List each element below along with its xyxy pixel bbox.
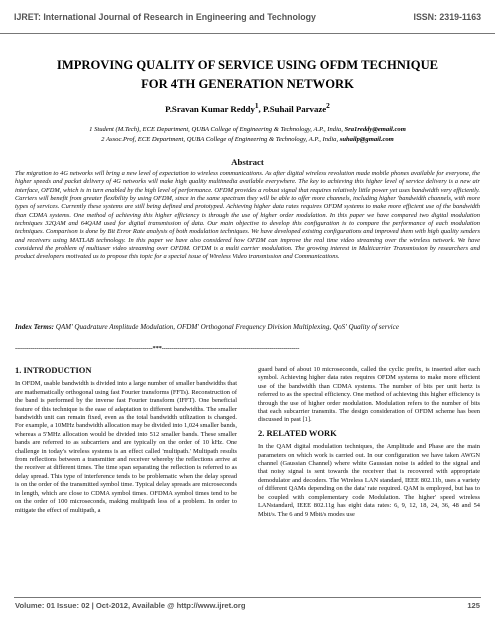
affiliation-1-email[interactable]: Sra1reddy@email.com: [344, 126, 406, 133]
author-separator: ,: [258, 103, 263, 114]
title-line-1: IMPROVING QUALITY OF SERVICE USING OFDM TECHNIQUE: [56, 58, 439, 72]
affiliation-2: [12, 135, 483, 145]
abstract-text: The migration to 4G networks will bring a new level of expectation to wireless communications. As after digital wireless revolution made mobile phones available for everyone, the higher speeds and packet delivery of 4G networks will make high quality multimedia available everywhere. The key to achieving this higher level of service delivery is a new air interface, OFDM, which is in turn enabled by the high level of performance. OFDM provides a robust signal that requires relatively little power yet uses bandwidth very efficiently. Carriers will benefit from greater flexibility by using OFDM, since in the same spectrum they will be able to offer more channels, including higher 'bandwidth channels, with more types of services. Currently these systems are still being defined and prototyped. Achieving higher data rates requires OFDM systems to make more efficient use of the bandwidth than CDMA systems. One method of achieving this higher efficiency is through the use of higher order modulation. In this paper we have compared two digital modulation techniques 32QAM and 64QAM used for digital transmission of data. Our main objective to develop this configuration is to compare the performance of each modulation techniques. Comparison is done by Bit Error Rate analysis of both modulation techniques. We have developed existing configurations and improved them with high quality senders and receivers using MATLAB technology. In this paper we have also considered how OFDM can improve the real time video streaming over the wireless network. We have considered the problem of multiuser video streaming over OFDM. OFDM is a multi carrier modulation. The growing interest in Multicarrier Transmission by researchers and product developers motivated us to propose this topic for a special issue of Wireless Video transmission and Communications.: [15, 170, 480, 261]
related-work-heading: 2. RELATED WORK: [258, 427, 337, 438]
author-1: P.Sravan Kumar Reddy: [165, 103, 255, 114]
abstract-heading: Abstract: [231, 157, 264, 167]
index-terms-label: Index Terms:: [15, 323, 54, 331]
affiliation-1-text: 1 Student (M.Tech), ECE Department, QUBA College of Engineering & Technology, A.P., India,: [89, 126, 343, 133]
journal-name: IJRET: International Journal of Research in Engineering and Technology: [14, 11, 316, 22]
index-terms: [15, 323, 480, 333]
related-work-paragraph: In the QAM digital modulation techniques, the Amplitude and Phase are the main parameters on which work is carried out. In our configuration we have taken AWGN channel (Gaussian Channel) where white Gaussian noise is added to the signal and that noisy signal is sent towards the receiver that is recovered with appropriate demodulator and decoders. The Wireless LAN standard, IEEE 802.11b, uses a variety of different QAMs depending on the data' rate required. QAM is employed, but has to be coupled with complementary code Modulation. The higher' speed wireless LANstandard, IEEE 802.11g has eight data rates: 6, 9, 12, 18, 24, 36, 48 and 54 Mbit/s. The 6 and 9 Mbit/s modes use: [258, 443, 480, 518]
author-2-affiliation-mark: 2: [326, 101, 330, 110]
left-column: [15, 366, 237, 519]
right-column: [258, 366, 480, 523]
introduction-heading: 1. INTRODUCTION: [15, 365, 92, 375]
affiliation-2-text: 2 Assoc.Prof, ECE Department, QUBA College of Engineering & Technology, A.P., India,: [101, 135, 339, 143]
author-list: [20, 101, 475, 114]
affiliations: [12, 125, 483, 144]
introduction-continuation: guard band of about 10 microseconds, called the cyclic prefix, is inserted after each symbol. Achieving higher data rates requires OFDM systems to make more efficient use of the bandwidth than CDMA systems. The number of bits per unit hertz is referred to as the spectral efficiency. One method of achieving this higher efficiency is through the use of higher order modulation. Modulation refers to the number of bits that each subcarrier transmits. The design consideration of OFDM scheme has been discussed in past [1].: [258, 366, 480, 424]
title-line-2: FOR 4TH GENERATION NETWORK: [141, 77, 354, 91]
affiliation-1: [12, 125, 483, 135]
affiliation-2-email[interactable]: suhailp@gmail.com: [339, 135, 394, 143]
footer-rule: [14, 597, 481, 598]
index-terms-text: QAM' Quadrature Amplitude Modulation, OFDM' Orthogonal Frequency Division Multiplexing, QoS' Quality of service: [53, 323, 399, 331]
paper-title: [20, 56, 475, 94]
journal-header: [0, 0, 495, 34]
page-number: 125: [467, 601, 480, 610]
issn: ISSN: 2319-1163: [413, 11, 481, 22]
author-1-affiliation-mark: 1: [254, 101, 259, 110]
author-2: P.Suhail Parvaze: [262, 103, 327, 114]
section-divider: ----------------------------------------------------------------------***----------------------------------------------------------------------: [15, 345, 300, 352]
introduction-paragraph: In OFDM, usable bandwidth is divided into a large number of smaller bandwidths that are mathematically orthogonal using fast Fourier transforms (FFTs). Reconstruction of the band is performed by the inverse fast Fourier transform (IFFT). One beneficial feature of this technique is the ease of adaptation to different bandwidths. The smaller bandwidth unit can remain fixed, even as the total bandwidth utilization is changed. For example, a 10MHz bandwidth allocation may be divided into 1,024 smaller bands, whereas a 5'MHz allocation would be divided into 512 smaller bands. These smaller bands are referred to as subcarriers and are typically on the order of 10 kHz. One challenge in today's wireless systems is an effect called 'multipath.' Multipath results from reflections between a transmitter and receiver whereby the reflections arrive at the receiver at different times. The time span separating the reflection is referred to as delay spread. This type of interference tends to be problematic when the delay spread is on the order of the transmitted symbol time. Typical delay spreads are microseconds in length, which are close to CDMA symbol times. OFDMA symbol times tend to be on the order of 100 microseconds, making multipath less of a problem. In order to mitigate the effect of multipath, a: [15, 380, 237, 514]
volume-info: Volume: 01 Issue: 02 | Oct-2012, Available @ http://www.ijret.org: [15, 601, 246, 610]
page-footer: [15, 601, 480, 610]
